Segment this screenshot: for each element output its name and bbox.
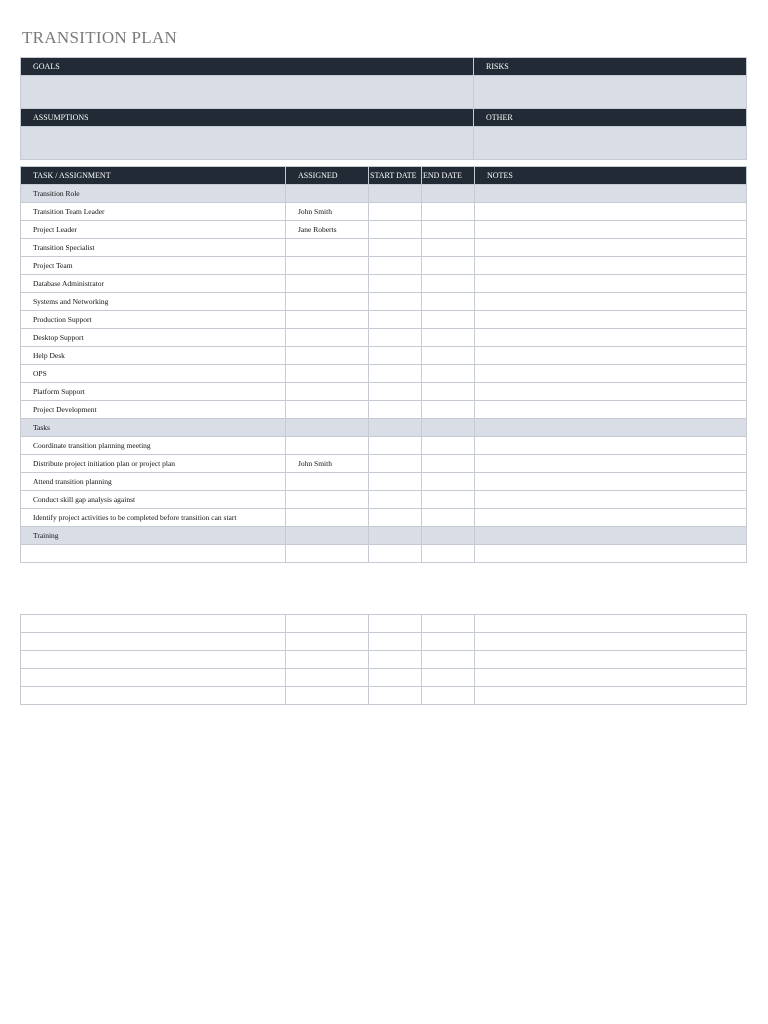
start-date-cell[interactable]: [369, 473, 422, 491]
assigned-cell[interactable]: [286, 615, 369, 633]
blank-row: [21, 651, 747, 669]
table-row: [21, 509, 747, 527]
start-date-cell[interactable]: [369, 275, 422, 293]
notes-column-header: NOTES: [475, 167, 747, 185]
section-row: [21, 527, 747, 545]
blank-row: [21, 687, 747, 705]
start-date-cell[interactable]: [369, 509, 422, 527]
assigned-cell[interactable]: [286, 545, 369, 563]
assigned-cell[interactable]: [286, 239, 369, 257]
page-title: TRANSITION PLAN: [22, 28, 178, 47]
table-row: [21, 257, 747, 275]
assumptions-header: ASSUMPTIONS: [21, 109, 474, 127]
table-row: [21, 347, 747, 365]
end-date-cell[interactable]: [422, 455, 475, 473]
end-date-cell[interactable]: [422, 527, 475, 545]
start-date-cell[interactable]: [369, 239, 422, 257]
end-date-cell[interactable]: [422, 615, 475, 633]
task-cell[interactable]: Help Desk: [21, 347, 286, 365]
task-cell[interactable]: Training: [21, 527, 286, 545]
other-field[interactable]: [474, 127, 747, 160]
notes-cell[interactable]: [475, 347, 747, 365]
assigned-cell[interactable]: [286, 257, 369, 275]
task-cell[interactable]: Project Leader: [21, 221, 286, 239]
start-date-cell[interactable]: [369, 293, 422, 311]
notes-cell[interactable]: [475, 545, 747, 563]
assigned-cell[interactable]: [286, 651, 369, 669]
start-date-cell[interactable]: [369, 383, 422, 401]
notes-cell[interactable]: [475, 615, 747, 633]
task-cell[interactable]: Production Support: [21, 311, 286, 329]
table-row: [21, 329, 747, 347]
end-date-cell[interactable]: [422, 651, 475, 669]
blank-row: [21, 633, 747, 651]
start-date-cell[interactable]: [369, 437, 422, 455]
start-date-column-header: START DATE: [369, 167, 422, 185]
notes-cell[interactable]: [475, 651, 747, 669]
section-row: [21, 185, 747, 203]
notes-cell[interactable]: [475, 633, 747, 651]
task-cell[interactable]: Platform Support: [21, 383, 286, 401]
assigned-cell[interactable]: [286, 491, 369, 509]
end-date-cell[interactable]: [422, 437, 475, 455]
goals-header: GOALS: [21, 58, 474, 76]
table-row: [21, 221, 747, 239]
start-date-cell[interactable]: [369, 651, 422, 669]
end-date-cell[interactable]: [422, 329, 475, 347]
assigned-cell[interactable]: [286, 383, 369, 401]
notes-cell[interactable]: [475, 419, 747, 437]
assigned-cell[interactable]: [286, 419, 369, 437]
start-date-cell[interactable]: [369, 527, 422, 545]
assigned-cell[interactable]: [286, 473, 369, 491]
other-header: OTHER: [474, 109, 747, 127]
start-date-cell[interactable]: [369, 615, 422, 633]
end-date-cell[interactable]: [422, 687, 475, 705]
assigned-cell[interactable]: [286, 633, 369, 651]
table-row: [21, 545, 747, 563]
notes-cell[interactable]: [475, 687, 747, 705]
section-row: [21, 419, 747, 437]
plan-table: [20, 166, 747, 563]
end-date-cell[interactable]: [422, 293, 475, 311]
start-date-cell[interactable]: [369, 419, 422, 437]
notes-cell[interactable]: [475, 527, 747, 545]
end-date-cell[interactable]: [422, 365, 475, 383]
assigned-column-header: ASSIGNED: [286, 167, 369, 185]
notes-cell[interactable]: [475, 669, 747, 687]
task-cell[interactable]: Transition Specialist: [21, 239, 286, 257]
end-date-cell[interactable]: [422, 509, 475, 527]
assigned-cell[interactable]: [286, 293, 369, 311]
table-row: [21, 473, 747, 491]
start-date-cell[interactable]: [369, 257, 422, 275]
start-date-cell[interactable]: [369, 401, 422, 419]
notes-cell[interactable]: [475, 437, 747, 455]
task-cell[interactable]: [21, 633, 286, 651]
table-row: [21, 239, 747, 257]
risks-field[interactable]: [474, 76, 747, 109]
assigned-cell[interactable]: [286, 275, 369, 293]
table-row: [21, 401, 747, 419]
goals-field[interactable]: [21, 76, 474, 109]
notes-cell[interactable]: [475, 293, 747, 311]
assigned-cell[interactable]: [286, 669, 369, 687]
task-cell[interactable]: Database Administrator: [21, 275, 286, 293]
end-date-cell[interactable]: [422, 311, 475, 329]
end-date-cell[interactable]: [422, 545, 475, 563]
table-row: [21, 275, 747, 293]
start-date-cell[interactable]: [369, 455, 422, 473]
start-date-cell[interactable]: [369, 491, 422, 509]
end-date-cell[interactable]: [422, 185, 475, 203]
notes-cell[interactable]: [475, 329, 747, 347]
assigned-cell[interactable]: [286, 347, 369, 365]
task-cell[interactable]: Identify project activities to be completed before transition can start: [21, 509, 286, 527]
end-date-cell[interactable]: [422, 239, 475, 257]
end-date-cell[interactable]: [422, 401, 475, 419]
assumptions-field[interactable]: [21, 127, 474, 160]
start-date-cell[interactable]: [369, 633, 422, 651]
task-cell[interactable]: Systems and Networking: [21, 293, 286, 311]
end-date-cell[interactable]: [422, 491, 475, 509]
blank-row: [21, 615, 747, 633]
task-cell[interactable]: Conduct skill gap analysis against: [21, 491, 286, 509]
notes-cell[interactable]: [475, 311, 747, 329]
task-cell[interactable]: Project Development: [21, 401, 286, 419]
notes-cell[interactable]: [475, 455, 747, 473]
assigned-cell[interactable]: [286, 687, 369, 705]
task-cell[interactable]: Coordinate transition planning meeting: [21, 437, 286, 455]
start-date-cell[interactable]: [369, 347, 422, 365]
assigned-cell[interactable]: [286, 329, 369, 347]
task-cell[interactable]: [21, 687, 286, 705]
end-date-cell[interactable]: [422, 275, 475, 293]
assigned-cell[interactable]: [286, 365, 369, 383]
start-date-cell[interactable]: [369, 203, 422, 221]
assigned-cell[interactable]: Jane Roberts: [286, 221, 369, 239]
notes-cell[interactable]: [475, 383, 747, 401]
end-date-cell[interactable]: [422, 221, 475, 239]
notes-cell[interactable]: [475, 185, 747, 203]
assigned-cell[interactable]: [286, 509, 369, 527]
task-cell[interactable]: [21, 651, 286, 669]
start-date-cell[interactable]: [369, 687, 422, 705]
task-cell[interactable]: [21, 545, 286, 563]
table-row: [21, 293, 747, 311]
risks-header: RISKS: [474, 58, 747, 76]
task-cell[interactable]: Attend transition planning: [21, 473, 286, 491]
end-date-cell[interactable]: [422, 419, 475, 437]
table-row: [21, 455, 747, 473]
task-cell[interactable]: Transition Role: [21, 185, 286, 203]
end-date-column-header: END DATE: [422, 167, 475, 185]
notes-cell[interactable]: [475, 221, 747, 239]
task-cell[interactable]: Tasks: [21, 419, 286, 437]
table-row: [21, 203, 747, 221]
task-cell[interactable]: Distribute project initiation plan or project plan: [21, 455, 286, 473]
plan-table-body: [21, 185, 747, 563]
end-date-cell[interactable]: [422, 633, 475, 651]
table-row: [21, 437, 747, 455]
notes-cell[interactable]: [475, 473, 747, 491]
assigned-cell[interactable]: [286, 527, 369, 545]
end-date-cell[interactable]: [422, 669, 475, 687]
start-date-cell[interactable]: [369, 311, 422, 329]
table-row: [21, 383, 747, 401]
end-date-cell[interactable]: [422, 203, 475, 221]
end-date-cell[interactable]: [422, 347, 475, 365]
task-cell[interactable]: Project Team: [21, 257, 286, 275]
end-date-cell[interactable]: [422, 383, 475, 401]
notes-cell[interactable]: [475, 401, 747, 419]
task-cell[interactable]: Desktop Support: [21, 329, 286, 347]
assigned-cell[interactable]: John Smith: [286, 455, 369, 473]
notes-cell[interactable]: [475, 275, 747, 293]
assigned-cell[interactable]: [286, 185, 369, 203]
start-date-cell[interactable]: [369, 365, 422, 383]
start-date-cell[interactable]: [369, 185, 422, 203]
summary-table: [20, 57, 747, 160]
assigned-cell[interactable]: [286, 311, 369, 329]
assigned-cell[interactable]: John Smith: [286, 203, 369, 221]
end-date-cell[interactable]: [422, 473, 475, 491]
task-cell[interactable]: [21, 615, 286, 633]
notes-cell[interactable]: [475, 365, 747, 383]
table-row: [21, 491, 747, 509]
start-date-cell[interactable]: [369, 329, 422, 347]
notes-cell[interactable]: [475, 491, 747, 509]
task-cell[interactable]: [21, 669, 286, 687]
end-date-cell[interactable]: [422, 257, 475, 275]
blank-row: [21, 669, 747, 687]
task-cell[interactable]: OPS: [21, 365, 286, 383]
notes-cell[interactable]: [475, 239, 747, 257]
blank-table: [20, 614, 747, 705]
task-column-header: TASK / ASSIGNMENT: [21, 167, 286, 185]
start-date-cell[interactable]: [369, 221, 422, 239]
notes-cell[interactable]: [475, 257, 747, 275]
table-row: [21, 365, 747, 383]
assigned-cell[interactable]: [286, 437, 369, 455]
start-date-cell[interactable]: [369, 669, 422, 687]
task-cell[interactable]: Transition Team Leader: [21, 203, 286, 221]
blank-table-body: [21, 615, 747, 705]
assigned-cell[interactable]: [286, 401, 369, 419]
notes-cell[interactable]: [475, 203, 747, 221]
table-row: [21, 311, 747, 329]
start-date-cell[interactable]: [369, 545, 422, 563]
notes-cell[interactable]: [475, 509, 747, 527]
